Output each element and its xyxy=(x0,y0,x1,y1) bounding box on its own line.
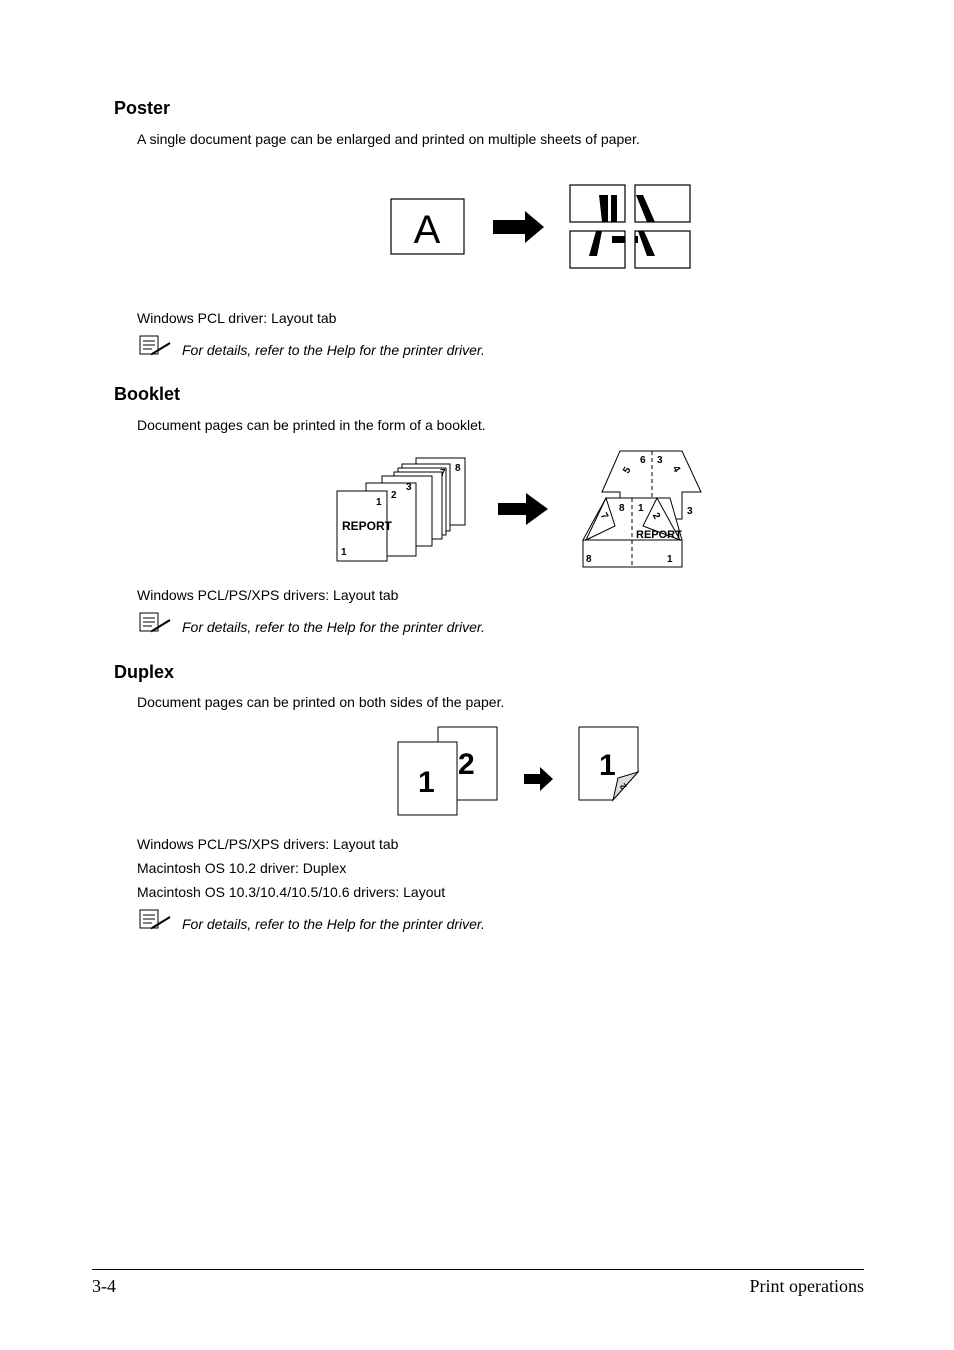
svg-text:3: 3 xyxy=(406,482,412,493)
booklet-page-stack xyxy=(337,458,465,561)
arrow-icon xyxy=(498,493,548,525)
duplex-note: For details, refer to the Help for the printer driver. xyxy=(182,916,485,932)
poster-heading: Poster xyxy=(114,98,171,118)
svg-text:2: 2 xyxy=(391,490,397,501)
booklet-illustration xyxy=(330,446,710,574)
svg-text:2: 2 xyxy=(649,511,663,522)
svg-text:1: 1 xyxy=(638,503,644,514)
duplex-driver-info-windows: Windows PCL/PS/XPS drivers: Layout tab xyxy=(137,836,399,852)
footer-rule xyxy=(92,1269,864,1270)
duplex-driver-info-mac-10-3: Macintosh OS 10.3/10.4/10.5/10.6 drivers: Layout xyxy=(137,884,446,900)
duplex-description: Document pages can be printed on both sides of the paper. xyxy=(137,694,505,710)
svg-text:8: 8 xyxy=(619,503,625,514)
duplex-illustration xyxy=(390,722,650,822)
arrow-icon xyxy=(524,767,553,791)
arrow-icon xyxy=(493,211,544,243)
svg-text:8: 8 xyxy=(586,554,592,565)
svg-text:4: 4 xyxy=(669,464,683,475)
duplex-front-page-number: 1 xyxy=(418,766,435,799)
duplex-driver-info-mac-10-2: Macintosh OS 10.2 driver: Duplex xyxy=(137,860,347,876)
svg-text:REPORT: REPORT xyxy=(342,519,393,533)
booklet-description: Document pages can be printed in the form of a booklet. xyxy=(137,417,486,433)
duplex-heading: Duplex xyxy=(114,662,175,682)
poster-tiled-sheets xyxy=(570,185,690,268)
poster-driver-info: Windows PCL driver: Layout tab xyxy=(137,310,337,326)
svg-text:1: 1 xyxy=(376,497,382,508)
booklet-driver-info: Windows PCL/PS/XPS drivers: Layout tab xyxy=(137,587,399,603)
duplex-result-front-number: 1 xyxy=(599,749,616,782)
svg-text:7: 7 xyxy=(597,511,611,522)
svg-text:5: 5 xyxy=(621,465,634,476)
booklet-folded-result xyxy=(583,451,701,567)
footer-page-number: 3-4 xyxy=(92,1276,116,1296)
svg-text:1: 1 xyxy=(667,554,673,565)
note-pencil-icon xyxy=(138,908,174,932)
note-pencil-icon xyxy=(138,334,174,358)
note-pencil-icon xyxy=(138,611,174,635)
svg-text:3: 3 xyxy=(687,506,693,517)
poster-note: For details, refer to the Help for the printer driver. xyxy=(182,342,485,358)
duplex-back-page-number: 2 xyxy=(458,748,475,781)
svg-text:REPORT: REPORT xyxy=(636,529,682,541)
booklet-heading: Booklet xyxy=(114,384,181,404)
booklet-note: For details, refer to the Help for the printer driver. xyxy=(182,619,485,635)
poster-source-letter: A xyxy=(413,208,441,252)
svg-text:1: 1 xyxy=(341,547,347,558)
poster-illustration xyxy=(380,180,700,276)
svg-text:7: 7 xyxy=(440,468,446,479)
duplex-result-back-number: 2 xyxy=(617,781,629,792)
svg-text:6: 6 xyxy=(640,455,646,466)
footer-chapter-title: Print operations xyxy=(749,1276,864,1296)
poster-description: A single document page can be enlarged and printed on multiple sheets of paper. xyxy=(137,131,640,147)
svg-text:3: 3 xyxy=(657,455,663,466)
svg-text:8: 8 xyxy=(455,463,461,474)
